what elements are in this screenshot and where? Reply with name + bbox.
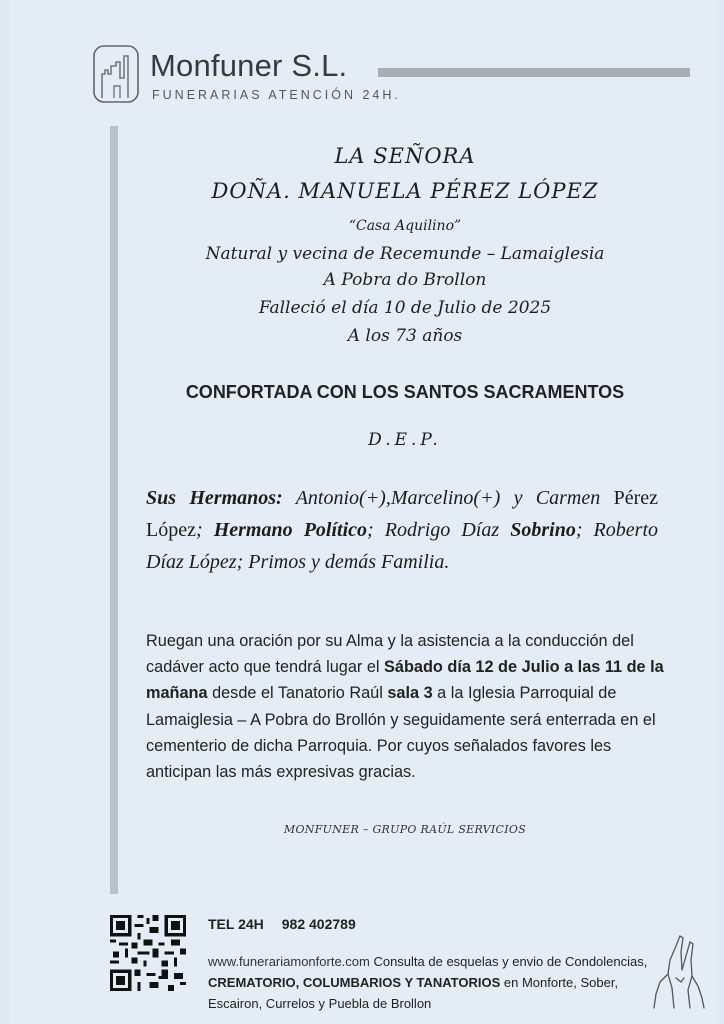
town-line: A Pobra do Brollon xyxy=(323,270,487,290)
footer-text-1: Consulta de esquelas y envio de Condolencias, xyxy=(369,954,648,969)
sacraments-heading: CONFORTADA CON LOS SANTOS SACRAMENTOS xyxy=(185,382,625,402)
ceremony-text-3: a la Iglesia Parroquial de Lamaiglesia – A Pobra do Brollón y seguidamente será enterrada en el cementerio de dicha Parroquia. Por cuyos señalados favores les anticipan las más expresivas gracias. xyxy=(146,684,656,782)
phone-number[interactable]: 982 402789 xyxy=(281,916,356,932)
nickname: “Casa Aquilino” xyxy=(348,218,462,234)
age-line: A los 73 años xyxy=(347,326,463,346)
death-date: Falleció el día 10 de Julio de 2025 xyxy=(258,298,552,318)
brand-tagline: FUNERARIAS ATENCIÓN 24H. xyxy=(152,88,401,102)
title-line: LA SEÑORA xyxy=(334,144,476,168)
praying-hands-icon xyxy=(648,930,710,1012)
family-text-siblings: Antonio(+),Marcelino(+) y Carmen xyxy=(282,487,614,509)
family-text-inlaw: ; Rodrigo Díaz xyxy=(367,519,511,541)
phone-label: TEL 24H xyxy=(208,916,264,932)
family-text-nephew: ; Roberto Díaz López; Primos y demás Familia. xyxy=(146,519,658,573)
footer-text-2: en Monforte, Sober, Escairon, Currelos y Puebla de Brollon xyxy=(208,975,619,1011)
family-label-nephew: Sobrino xyxy=(510,519,576,541)
deceased-name: DOÑA. MANUELA PÉREZ LÓPEZ xyxy=(211,179,599,203)
ceremony-text-1: Ruegan una oración por su Alma y la asistencia a la conducción del cadáver acto que tendrá lugar el xyxy=(146,632,634,677)
family-label-inlaw: Hermano Político xyxy=(213,519,368,541)
dep-line: D.E.P. xyxy=(368,430,442,450)
family-paragraph xyxy=(146,482,658,578)
ceremony-room: sala 3 xyxy=(387,684,433,703)
signature: MONFUNER – GRUPO RAÚL SERVICIOS xyxy=(283,823,527,836)
ceremony-paragraph xyxy=(146,628,666,785)
header-divider xyxy=(378,68,690,77)
qr-code-icon xyxy=(110,915,186,991)
family-surname: Pérez López xyxy=(146,487,658,541)
side-divider xyxy=(110,126,118,894)
ceremony-text-2: desde el Tanatorio Raúl xyxy=(207,684,388,703)
origin-line: Natural y vecina de Recemunde – Lamaiglesia xyxy=(205,244,605,264)
website-link[interactable]: www.funerariamonforte.com xyxy=(208,954,370,969)
brand-name: Monfuner S.L. xyxy=(150,48,348,83)
castle-tower-logo xyxy=(92,44,140,104)
ceremony-date: Sábado día 12 de Julio a las 11 de la mañana xyxy=(146,658,664,703)
family-label-siblings: Sus Hermanos: xyxy=(146,487,283,509)
footer-services: CREMATORIO, COLUMBARIOS Y TANATORIOS xyxy=(208,975,501,990)
footer-info xyxy=(208,951,648,1014)
family-sep: ; xyxy=(195,519,214,541)
phone-line xyxy=(208,916,374,932)
